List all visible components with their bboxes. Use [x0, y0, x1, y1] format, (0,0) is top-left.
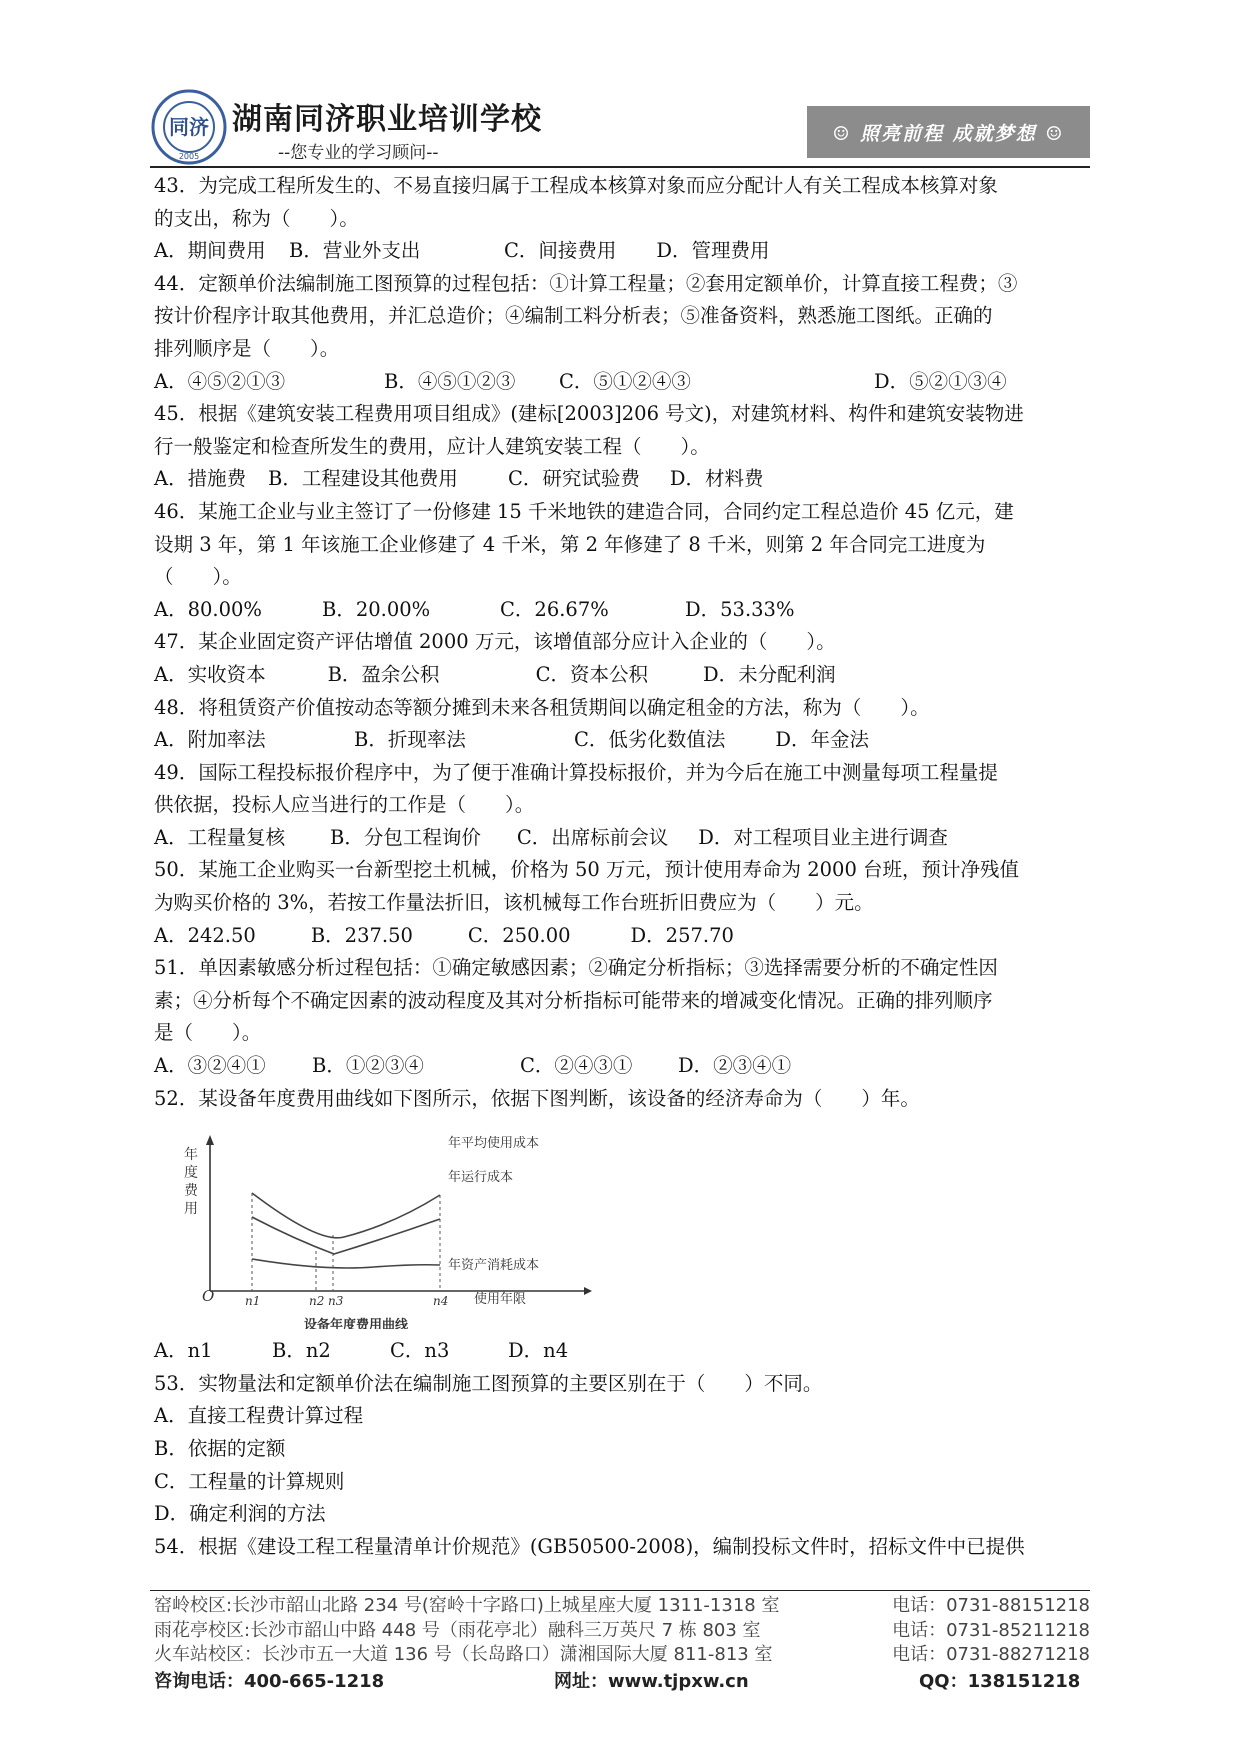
answer-option: D．53.33%: [685, 597, 795, 621]
qq-number: QQ：138151218: [919, 1670, 1081, 1692]
tick-n2: n2: [309, 1294, 325, 1309]
answer-option: C．工程量的计算规则: [154, 1469, 345, 1493]
answer-option: D．管理费用: [656, 239, 770, 263]
question-block: [154, 854, 1086, 952]
answer-option: C．②④③①: [520, 1054, 633, 1078]
svg-text:2005: 2005: [178, 152, 200, 161]
question-stem: 47．某企业固定资产评估增值 2000 万元，该增值部分应计入企业的（ ）。: [154, 630, 836, 654]
answer-option: A．n1: [154, 1339, 213, 1363]
options-row: [154, 594, 1086, 627]
answer-option: A．实收资本: [154, 662, 266, 686]
options-row: [154, 366, 1086, 399]
answer-option: D．⑤②①③④: [874, 369, 1007, 393]
tick-n3: n3: [328, 1294, 344, 1309]
question-stem: 44．定额单价法编制施工图预算的过程包括：①计算工程量；②套用定额单价，计算直接工程费；③: [154, 271, 1018, 295]
legend-depreciation-cost: 年资产消耗成本: [448, 1258, 540, 1274]
header-divider: [150, 166, 1090, 168]
answer-option: D．未分配利润: [703, 662, 836, 686]
options-row: [154, 920, 1086, 953]
answer-option: C．⑤①②④③: [559, 369, 691, 393]
slogan-banner: ☺ 照亮前程 成就梦想 ☺: [807, 106, 1090, 158]
answer-option: A．④⑤②①③: [154, 369, 286, 393]
question-stem-continued: 排列顺序是（ ）。: [154, 336, 340, 360]
school-seal-logo: [150, 88, 228, 166]
answer-option: B．①②③④: [312, 1054, 424, 1078]
answer-option: C．250.00: [467, 923, 571, 947]
answer-option: B．工程建设其他费用: [268, 467, 458, 491]
answer-option: C．26.67%: [500, 597, 609, 621]
question-block: [154, 626, 1086, 691]
footer-divider: [150, 1590, 1090, 1591]
question-stem-continued: 的支出，称为（ ）。: [154, 206, 359, 230]
options-row: [154, 235, 1086, 268]
campus-phone: 电话：0731-85211218: [892, 1619, 1090, 1641]
footer-row: [154, 1643, 1090, 1668]
question-stem-continued: （ ）。: [154, 565, 242, 589]
answer-option: A．③②④①: [154, 1054, 266, 1078]
question-stem: 53．实物量法和定额单价法在编制施工图预算的主要区别在于（ ）不同。: [154, 1371, 823, 1395]
x-axis-arrow: [584, 1287, 592, 1295]
campus-phone: 电话：0731-88271218: [892, 1644, 1090, 1665]
answer-option: D．257.70: [630, 923, 734, 947]
footer-row: [154, 1619, 1090, 1644]
answer-option: B．盈余公积: [327, 662, 440, 686]
question-block: [154, 398, 1086, 496]
figure-caption: 设备年度费用曲线: [304, 1318, 409, 1330]
question-list: [154, 170, 1086, 1563]
answer-option: B．20.00%: [322, 597, 431, 621]
answer-option: D．年金法: [775, 728, 870, 752]
page-footer: [154, 1594, 1090, 1694]
campus-address: 窑岭校区:长沙市韶山北路 234 号(窑岭十字路口)上城星座大厦 1311-1318 室: [154, 1595, 780, 1616]
answer-option: A．附加率法: [154, 728, 266, 752]
question-stem-continued: 供依据，投标人应当进行的工作是（ ）。: [154, 793, 535, 817]
question-block: [154, 1368, 1086, 1531]
question-block: [154, 952, 1086, 1082]
y-axis-label: 年度费用: [184, 1147, 198, 1218]
depreciation-cost-curve: [252, 1259, 440, 1268]
answer-option: B．④⑤①②③: [384, 369, 516, 393]
annual-cost-curve-figure: [144, 1119, 664, 1329]
question-block: [154, 692, 1086, 757]
answer-option: C．研究试验费: [508, 467, 640, 491]
origin-label: O: [202, 1287, 215, 1306]
footer-row: [154, 1594, 1090, 1619]
page-header: [150, 88, 1090, 176]
options-row: [154, 1050, 1086, 1083]
campus-address: 雨花亭校区:长沙市韶山中路 448 号（雨花亭北）融科三万英尺 7 栋 803 室: [154, 1619, 761, 1641]
answer-option: D．n4: [508, 1339, 569, 1363]
question-stem: 46．某施工企业与业主签订了一份修建 15 千米地铁的建造合同，合同约定工程总造价 45 亿元，建: [154, 499, 1014, 523]
question-stem-continued: 为购买价格的 3%，若按工作量法折旧，该机械每工作台班折旧费应为（ ）元。: [154, 891, 874, 915]
answer-option: A．工程量复核: [154, 825, 286, 849]
answer-option: A．242.50: [154, 923, 256, 947]
options-row: [154, 1335, 1086, 1368]
y-axis-arrow: [206, 1135, 214, 1145]
school-tagline: --您专业的学习顾问--: [278, 143, 439, 163]
question-stem: 48．将租赁资产价值按动态等额分摊到未来各租赁期间以确定租金的方法，称为（ ）。: [154, 695, 930, 719]
tick-n1: n1: [245, 1294, 261, 1309]
legend-average-cost: 年平均使用成本: [448, 1136, 540, 1152]
legend-operating-cost: 年运行成本: [448, 1170, 514, 1186]
question-stem-continued: 按计价程序计取其他费用，并汇总造价；④编制工料分析表；⑤准备资料，熟悉施工图纸。正确的: [154, 304, 993, 328]
question-stem-continued: 行一般鉴定和检查所发生的费用，应计人建筑安装工程（ ）。: [154, 434, 710, 458]
answer-option: B．依据的定额: [154, 1437, 286, 1460]
x-axis-label: 使用年限: [474, 1292, 527, 1308]
question-stem: 49．国际工程投标报价程序中，为了便于准确计算投标报价，并为今后在施工中测量每项工程量提: [154, 760, 998, 784]
answer-option: A．措施费: [154, 467, 247, 491]
hotline: 咨询电话：400-665-1218: [154, 1670, 385, 1692]
answer-option: D．②③④①: [678, 1054, 792, 1078]
answer-option: D．对工程项目业主进行调查: [698, 825, 948, 849]
answer-option: B．n2: [272, 1339, 331, 1363]
answer-option: C．资本公积: [535, 662, 649, 686]
options-row: [154, 822, 1086, 855]
campus-address: 火车站校区：长沙市五一大道 136 号（长岛路口）潇湘国际大厦 811-813 室: [154, 1644, 773, 1665]
question-stem-continued: 是（ ）。: [154, 1021, 262, 1045]
question-stem: 51．单因素敏感分析过程包括：①确定敏感因素；②确定分析指标；③选择需要分析的不确定性因: [154, 956, 998, 980]
svg-text:同济: 同济: [169, 115, 209, 139]
answer-option: C．出席标前会议: [516, 825, 669, 849]
answer-option: D．材料费: [669, 467, 764, 491]
question-stem-continued: 设期 3 年，第 1 年该施工企业修建了 4 千米，第 2 年修建了 8 千米，则第 2 年合同完工进度为: [154, 532, 986, 556]
question-stem-continued: 素；④分析每个不确定因素的波动程度及其对分析指标可能带来的增减变化情况。正确的排列顺序: [154, 988, 993, 1012]
question-stem: 43．为完成工程所发生的、不易直接归属于工程成本核算对象而应分配计人有关工程成本核算对象: [154, 174, 998, 197]
footer-contact-row: [154, 1670, 1090, 1695]
answer-option: C．低劣化数值法: [574, 728, 726, 752]
options-row: [154, 659, 1086, 692]
cost-curve-svg: [144, 1119, 664, 1329]
school-name: 湖南同济职业培训学校: [232, 102, 542, 137]
answer-option: C．n3: [390, 1339, 450, 1363]
answer-option: D．确定利润的方法: [154, 1502, 326, 1526]
answer-option: B．营业外支出: [289, 239, 421, 263]
question-block: [154, 757, 1086, 855]
options-row: [154, 463, 1086, 496]
question-block: [154, 1083, 1086, 1368]
answer-option: B．237.50: [310, 923, 413, 947]
tick-n4: n4: [433, 1294, 449, 1309]
question-stem: 45．根据《建筑安装工程费用项目组成》(建标[2003]206 号文)，对建筑材料、构件和建筑安装物进: [154, 402, 1024, 426]
operating-cost-curve: [252, 1217, 440, 1254]
question-stem: 50．某施工企业购买一台新型挖土机械，价格为 50 万元，预计使用寿命为 2000 台班，预计净残值: [154, 858, 1020, 882]
campus-phone: 电话：0731-88151218: [892, 1595, 1090, 1616]
answer-option: A．80.00%: [154, 597, 262, 621]
question-block: [154, 1531, 1086, 1564]
answer-option: B．分包工程询价: [330, 825, 481, 849]
answer-option: C．间接费用: [504, 239, 617, 263]
question-stem: 54．根据《建设工程工程量清单计价规范》(GB50500-2008)，编制投标文件时，招标文件中已提供: [154, 1534, 1025, 1558]
options-row: [154, 724, 1086, 757]
question-block: [154, 170, 1086, 268]
answer-option: A．期间费用: [154, 239, 266, 263]
question-block: [154, 496, 1086, 626]
answer-option: B．折现率法: [354, 728, 466, 752]
question-stem: 52．某设备年度费用曲线如下图所示，依据下图判断，该设备的经济寿命为（ ）年。: [154, 1086, 920, 1110]
answer-option: A．直接工程费计算过程: [154, 1404, 364, 1428]
question-block: [154, 268, 1086, 398]
website-link[interactable]: 网址：www.tjpxw.cn: [554, 1670, 749, 1692]
